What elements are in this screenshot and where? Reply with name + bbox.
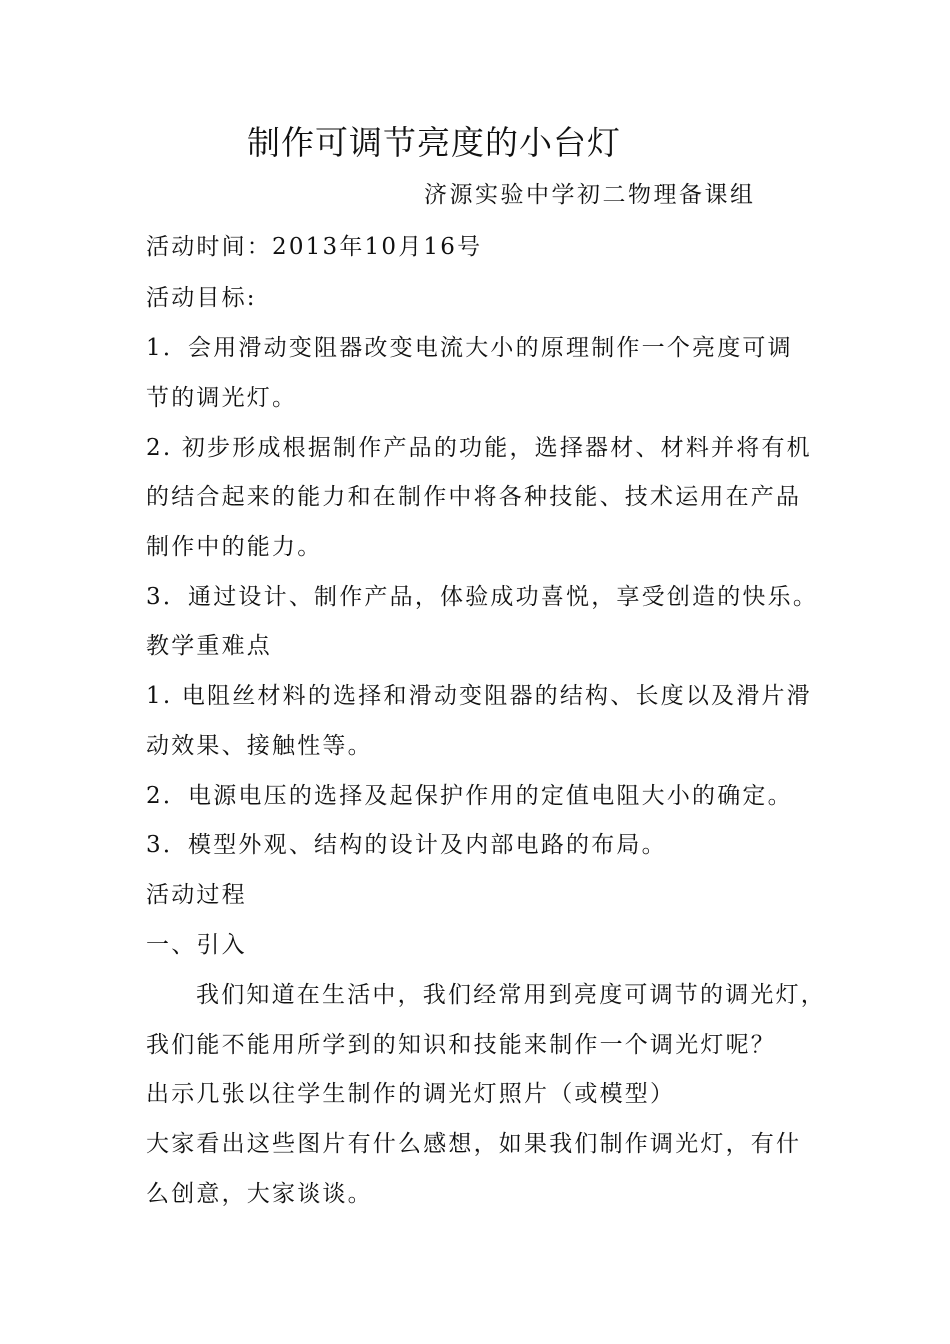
document-title: 制作可调节亮度的小台灯 xyxy=(247,123,621,162)
goal-2-line-2: 的结合起来的能力和在制作中将各种技能、技术运用在产品 xyxy=(146,484,802,510)
key-point-1-line-2: 动效果、接触性等。 xyxy=(146,733,373,759)
key-point-2-line-1: 2．电源电压的选择及起保护作用的定值电阻大小的确定。 xyxy=(146,783,793,809)
author-line: 济源实验中学初二物理备课组 xyxy=(424,182,756,208)
activity-time: 活动时间：2013年10月16号 xyxy=(146,234,483,260)
section-heading-key-points: 教学重难点 xyxy=(146,633,272,659)
intro-paragraph-line-1: 我们知道在生活中，我们经常用到亮度可调节的调光灯， xyxy=(196,982,826,1008)
goal-2-line-1: 2. 初步形成根据制作产品的功能，选择器材、材料并将有机 xyxy=(146,435,812,461)
intro-paragraph-line-3: 出示几张以往学生制作的调光灯照片（或模型） xyxy=(146,1081,676,1107)
goal-1-line-1: 1．会用滑动变阻器改变电流大小的原理制作一个亮度可调 xyxy=(146,335,793,361)
section-heading-goals: 活动目标: xyxy=(146,285,257,311)
goal-3-line-1: 3．通过设计、制作产品，体验成功喜悦，享受创造的快乐。 xyxy=(146,584,819,610)
goal-1-line-2: 节的调光灯。 xyxy=(146,385,298,411)
intro-paragraph-line-4: 大家看出这些图片有什么感想，如果我们制作调光灯，有什 xyxy=(146,1131,802,1157)
intro-paragraph-line-5: 么创意，大家谈谈。 xyxy=(146,1181,373,1207)
goal-2-line-3: 制作中的能力。 xyxy=(146,534,323,560)
subsection-heading-intro: 一、引入 xyxy=(146,932,247,958)
key-point-1-line-1: 1. 电阻丝材料的选择和滑动变阻器的结构、长度以及滑片滑 xyxy=(146,683,812,709)
section-heading-process: 活动过程 xyxy=(146,882,247,908)
key-point-3-line-1: 3．模型外观、结构的设计及内部电路的布局。 xyxy=(146,832,667,858)
intro-paragraph-line-2: 我们能不能用所学到的知识和技能来制作一个调光灯呢？ xyxy=(146,1032,776,1058)
